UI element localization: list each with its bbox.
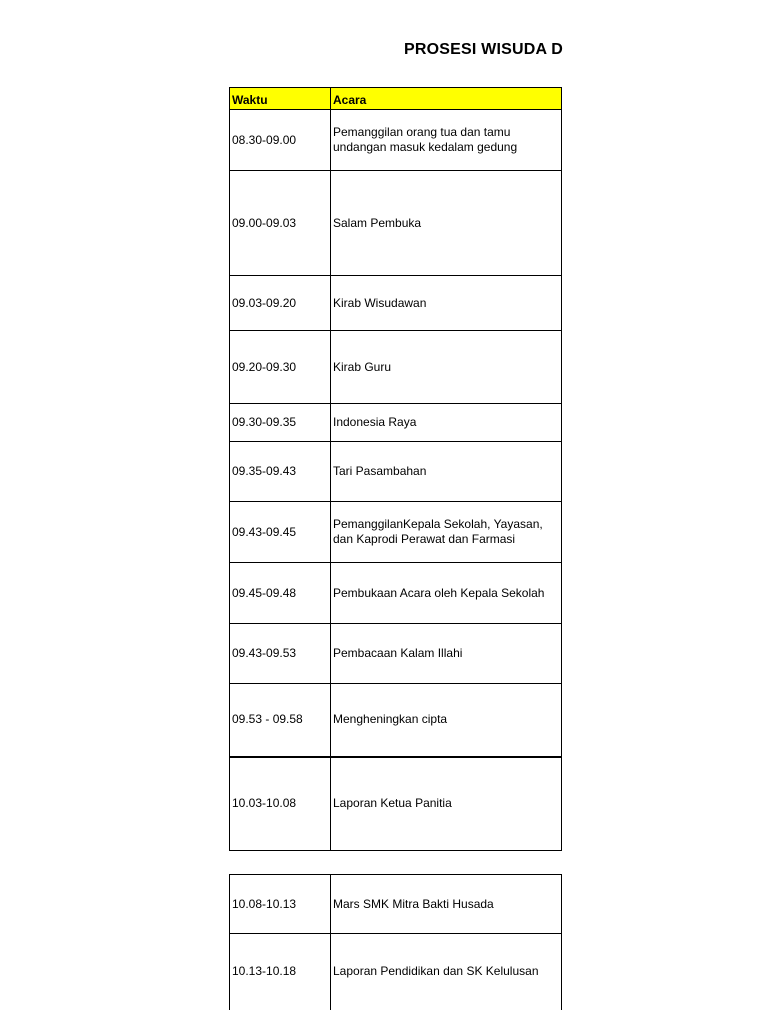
event-cell: Kirab Guru (331, 331, 562, 404)
table-row (230, 757, 562, 851)
event-cell: Salam Pembuka (331, 171, 562, 276)
time-cell: 10.13-10.18 (230, 934, 331, 1010)
table-row (230, 502, 562, 563)
event-cell: Kirab Wisudawan (331, 276, 562, 331)
event-cell: Laporan Ketua Panitia (331, 757, 562, 851)
event-cell: Pembacaan Kalam Illahi (331, 624, 562, 684)
event-cell: Pembukaan Acara oleh Kepala Sekolah (331, 563, 562, 624)
time-cell: 09.53 - 09.58 (230, 684, 331, 757)
time-cell: 09.43-09.53 (230, 624, 331, 684)
table-row (230, 875, 562, 934)
table-row (230, 404, 562, 442)
time-cell: 10.03-10.08 (230, 757, 331, 851)
table-row (230, 563, 562, 624)
time-cell: 10.08-10.13 (230, 875, 331, 934)
table-row (230, 684, 562, 757)
event-cell: Laporan Pendidikan dan SK Kelulusan (331, 934, 562, 1010)
table-row (230, 624, 562, 684)
time-cell: 09.45-09.48 (230, 563, 331, 624)
table-row (230, 934, 562, 1010)
table-row (230, 110, 562, 171)
time-cell: 09.30-09.35 (230, 404, 331, 442)
event-cell: Mars SMK Mitra Bakti Husada (331, 875, 562, 934)
table-row (230, 442, 562, 502)
time-cell: 09.20-09.30 (230, 331, 331, 404)
schedule-table (229, 87, 562, 851)
time-cell: 09.43-09.45 (230, 502, 331, 563)
table-header-row (230, 88, 562, 110)
event-cell: PemanggilanKepala Sekolah, Yayasan, dan Kaprodi Perawat dan Farmasi (331, 502, 562, 563)
time-cell: 09.00-09.03 (230, 171, 331, 276)
table-row (230, 171, 562, 276)
event-cell: Mengheningkan cipta (331, 684, 562, 757)
event-cell: Indonesia Raya (331, 404, 562, 442)
table-row (230, 331, 562, 404)
time-cell: 08.30-09.00 (230, 110, 331, 171)
table-row (230, 276, 562, 331)
schedule-table-continued (229, 874, 562, 1010)
column-header-time: Waktu (230, 88, 331, 110)
time-cell: 09.03-09.20 (230, 276, 331, 331)
page-title: PROSESI WISUDA D (404, 41, 564, 58)
event-cell: Pemanggilan orang tua dan tamu undangan masuk kedalam gedung (331, 110, 562, 171)
event-cell: Tari Pasambahan (331, 442, 562, 502)
column-header-event: Acara (331, 88, 562, 110)
time-cell: 09.35-09.43 (230, 442, 331, 502)
